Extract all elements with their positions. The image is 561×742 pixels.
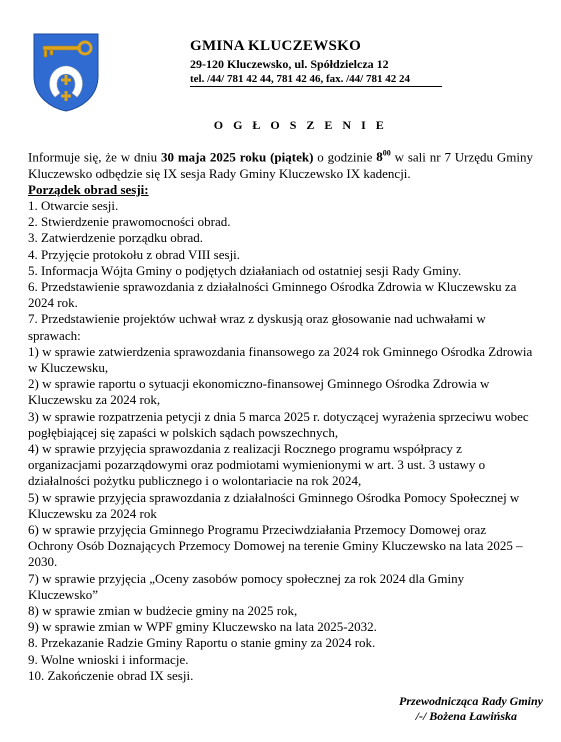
agenda-item: 4. Przyjęcie protokołu z obrad VIII sesji.	[28, 246, 241, 262]
agenda-item: 2. Stwierdzenie prawomocności obrad.	[28, 214, 231, 230]
session-date: 30 maja 2025 roku (piątek)	[161, 149, 314, 165]
agenda-heading: Porządek obrad sesji:	[28, 181, 149, 197]
signature-title: Przewodnicząca Rady Gminy	[399, 694, 543, 708]
agenda-item: 6. Przedstawienie sprawozdania z działalności Gminnego Ośrodka Zdrowia w Kluczewsku za 2024 rok.	[28, 278, 517, 311]
agenda-item: 2) w sprawie raportu o sytuacji ekonomiczno-finansowej Gminnego Ośrodka Zdrowia w Kluczewsku za 2024 rok,	[28, 376, 490, 408]
agenda-item: 8) w sprawie zmian w budżecie gminy na 2025 rok,	[28, 603, 298, 619]
signature-name: /-/ Bożena Ławińska	[415, 709, 517, 723]
coat-of-arms-icon	[31, 31, 101, 113]
agenda-item: 5) w sprawie przyjęcia sprawozdania z działalności Gminnego Ośrodka Pomocy Społecznej w Kluczewsku za 2024 rok	[28, 489, 520, 521]
agenda-item: 3. Zatwierdzenie porządku obrad.	[28, 230, 204, 246]
org-name: GMINA KLUCZEWSKO	[190, 38, 362, 54]
session-hour: $8^{00}$	[376, 149, 391, 165]
agenda-item: 7) w sprawie przyjęcia „Oceny zasobów pomocy społecznej za rok 2024 dla Gminy Kluczewsko”	[28, 570, 465, 602]
agenda-list	[28, 198, 533, 684]
document-body	[28, 146, 533, 684]
agenda-item: 6) w sprawie przyjęcia Gminnego Programu Przeciwdziałania Przemocy Domowej oraz Ochrony Osób Doznających Przemocy Domowej na terenie Gminy Kluczewsko na lata 2025 – 2030.	[28, 522, 523, 570]
intro-paragraph	[28, 146, 533, 182]
agenda-item: 9. Wolne wnioski i informacje.	[28, 651, 189, 667]
agenda-item: 5. Informacja Wójta Gminy o podjętych działaniach od ostatniej sesji Rady Gminy.	[28, 262, 462, 278]
org-address: 29-120 Kluczewsko, ul. Spółdzielcza 12	[190, 57, 389, 71]
org-phones: tel. /44/ 781 42 44, 781 42 46, fax. /44/ 781 42 24	[190, 73, 442, 87]
intro-text-3: w sali nr 7 Urzędu Gminy Kluczewsko odbędzie się IX sesja Rady Gminy Kluczewsko IX kadencji.	[28, 149, 534, 181]
agenda-item: 8. Przekazanie Radzie Gminy Raportu o stanie gminy za 2024 rok.	[28, 635, 376, 651]
agenda-item: 9) w sprawie zmian w WPF gminy Kluczewsko na lata 2025-2032.	[28, 619, 377, 635]
letterhead	[190, 38, 442, 87]
document-title: O G Ł O S Z E N I E	[213, 118, 388, 132]
agenda-item: 3) w sprawie rozpatrzenia petycji z dnia 5 marca 2025 r. dotyczącej wyrażenia sprzeciwu wobec pogłębiającej się zapaści w polskich sądach powszechnych,	[28, 408, 529, 440]
signature-block	[399, 694, 543, 724]
agenda-item: 10. Zakończenie obrad IX sesji.	[28, 667, 194, 683]
intro-text-2: o godzinie	[313, 149, 377, 165]
agenda-item: 1. Otwarcie sesji.	[28, 197, 119, 213]
agenda-item: 4) w sprawie przyjęcia sprawozdania z realizacji Rocznego programu współpracy z organizacjami pozarządowymi oraz podmiotami wymienionymi w art. 3 ust. 3 ustawy o działalności pożytku publicznego i o wolontariacie na rok 2024,	[28, 440, 486, 489]
agenda-item: 1) w sprawie zatwierdzenia sprawozdania finansowego za 2024 rok Gminnego Ośrodka Zdrowia w Kluczewsku,	[28, 343, 533, 375]
agenda-item: 7. Przedstawienie projektów uchwał wraz z dyskusją oraz głosowanie nad uchwałami w sprawach:	[28, 311, 486, 343]
intro-text-1: Informuje się, że w dniu	[28, 149, 161, 165]
